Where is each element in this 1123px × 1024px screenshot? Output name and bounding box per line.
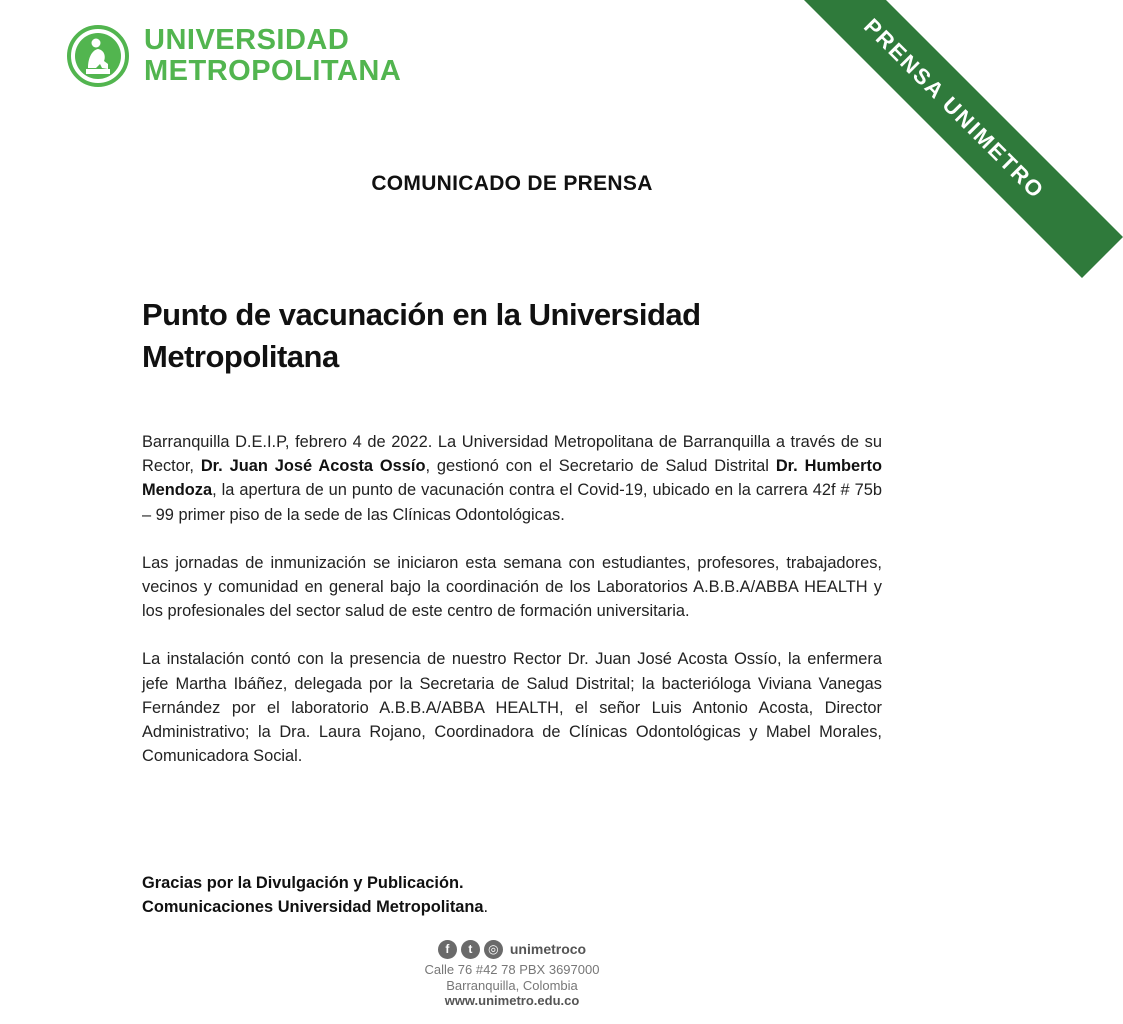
social-handle[interactable]: unimetroco [509, 940, 587, 957]
p1-segment: Barranquilla D.E.I.P, febrero 4 de 2022. La Universidad Metropolitana de Barranquilla a través de su Rector, [142, 433, 882, 476]
press-headline: Punto de vacunación en la Universidad Metropolitana [142, 297, 701, 374]
university-wordmark [144, 25, 401, 87]
facebook-icon[interactable]: f [438, 940, 457, 959]
p1-rector-name: Dr. Juan José Acosta Ossío [200, 457, 426, 476]
wordmark-line-2: METROPOLITANA [144, 55, 402, 87]
closing-thanks: Gracias por la Divulgación y Publicación. [142, 874, 464, 892]
footer-address: Calle 76 #42 78 PBX 3697000 [424, 962, 600, 977]
closing-block [142, 871, 488, 919]
document-type-label: COMUNICADO DE PRENSA [371, 172, 653, 195]
closing-signature: Comunicaciones Universidad Metropolitana [142, 898, 484, 916]
ribbon-band [785, 0, 1123, 278]
wordmark-line-1: UNIVERSIDAD [144, 24, 350, 56]
ribbon-text: PRENSA UNIMETRO [859, 13, 1050, 204]
closing-period: . [483, 898, 489, 916]
page-footer [0, 940, 1024, 1009]
p1-segment: , gestionó con el Secretario de Salud Distrital [425, 457, 776, 476]
footer-website-link[interactable]: www.unimetro.edu.co [444, 993, 580, 1008]
p1-segment: , la apertura de un punto de vacunación contra el Covid-19, ubicado en la carrera 42f # 75b – 99 primer piso de la sede de las Clínicas Odontológicas. [142, 481, 882, 524]
press-body [142, 430, 882, 792]
p1-secretary-name: Dr. Humberto Mendoza [142, 457, 883, 500]
instagram-icon[interactable]: ◎ [484, 940, 503, 959]
footer-city: Barranquilla, Colombia [446, 977, 578, 993]
corner-ribbon [764, 0, 1050, 280]
paragraph-1 [142, 430, 882, 527]
paragraph-2: Las jornadas de inmunización se iniciaron esta semana con estudiantes, profesores, trabajadores, vecinos y comunidad en general bajo la coordinación de los Laboratorios A.B.B.A/ABBA HEALTH y los profesionales del sector salud de este centro de formación universitaria. [142, 553, 882, 621]
social-links [0, 940, 1024, 959]
twitter-icon[interactable]: t [461, 940, 480, 959]
university-logo [66, 24, 401, 88]
thinker-seal-icon [66, 24, 130, 88]
paragraph-3: La instalación contó con la presencia de nuestro Rector Dr. Juan José Acosta Ossío, la enfermera jefe Martha Ibáñez, delegada por la Secretaria de Salud Distrital; la bacterióloga Viviana Vanegas Fernández por el laboratorio A.B.B.A/ABBA HEALTH, el señor Luis Antonio Acosta, Director Administrativo; la Dra. Laura Rojano, Coordinadora de Clínicas Odontológicas y Mabel Morales, Comunicadora Social. [142, 650, 882, 766]
